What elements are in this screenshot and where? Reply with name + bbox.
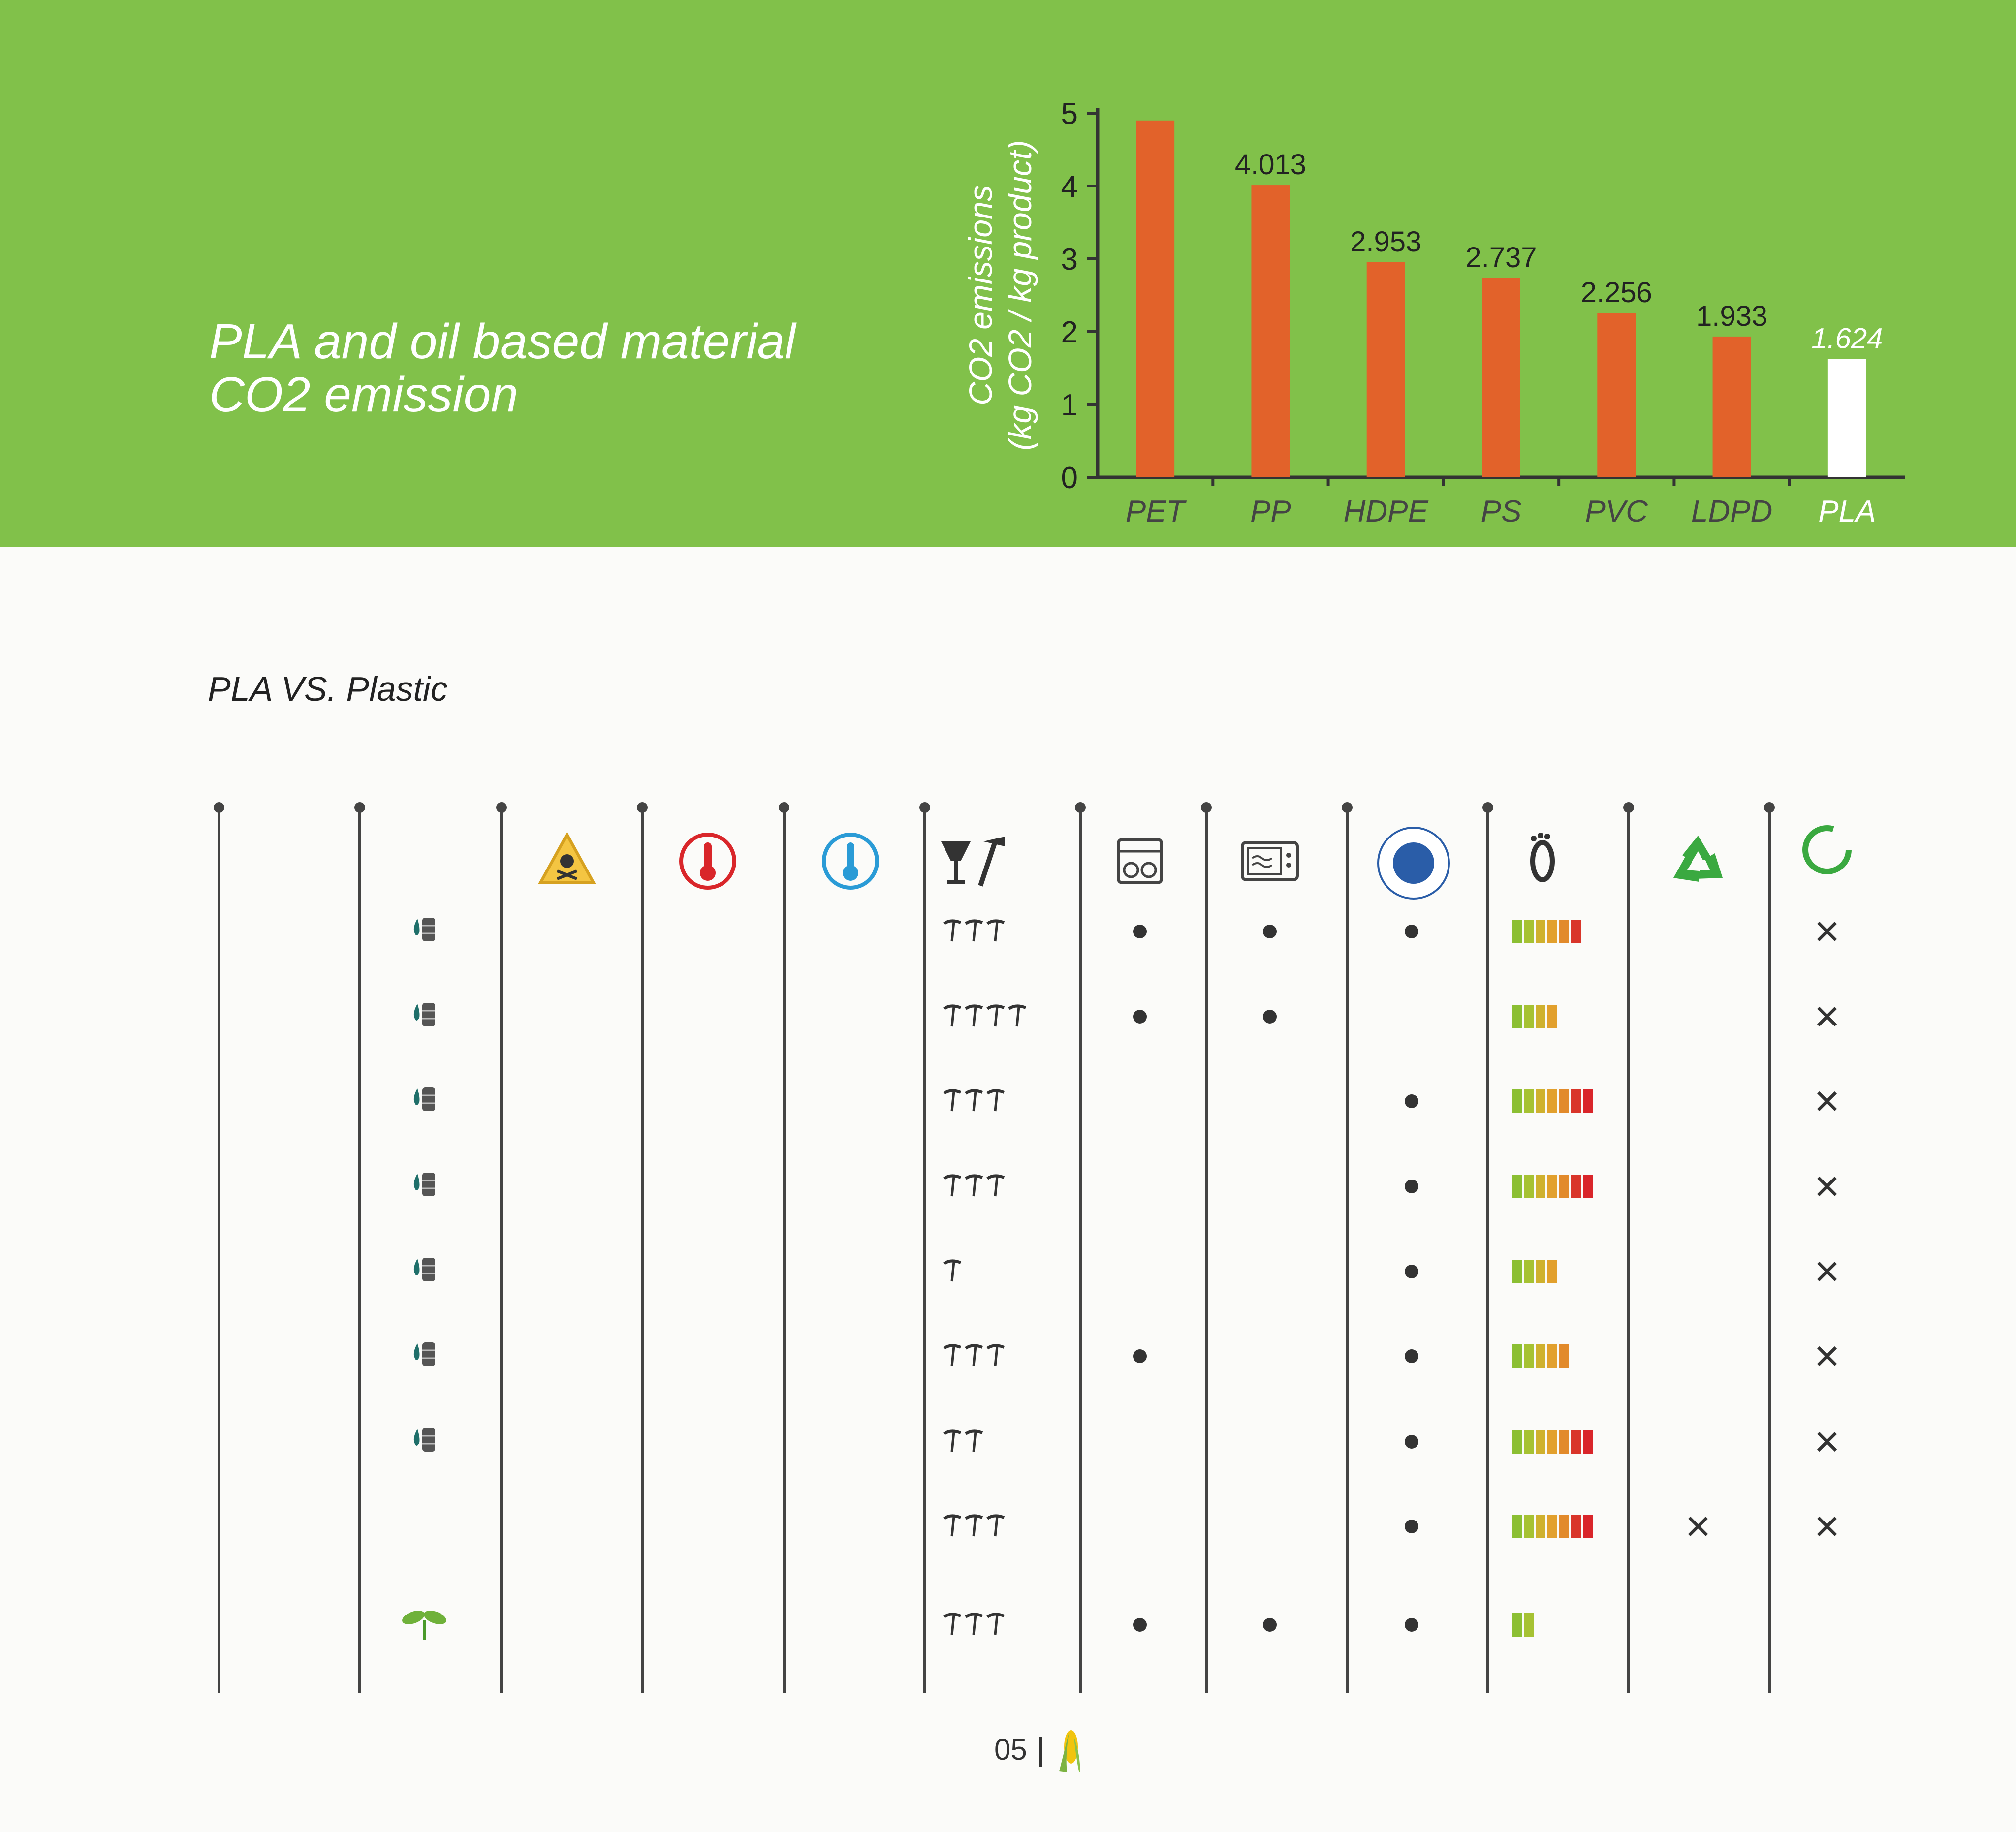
column-line	[500, 807, 503, 1693]
footprint-segment	[1547, 1175, 1557, 1198]
footprint-segment	[1559, 1430, 1569, 1454]
footprint-segment	[1536, 1089, 1545, 1113]
footprint-segment	[1524, 1613, 1534, 1637]
footprint-segment	[1571, 1430, 1581, 1454]
eco-x-icon: ×	[1685, 1502, 1711, 1551]
x-tick-label: PS	[1480, 495, 1522, 528]
degrade-x-icon: ×	[1814, 1077, 1840, 1126]
hammer-icon	[984, 918, 1006, 942]
footprint-segment	[1559, 1515, 1569, 1538]
column-line	[1768, 807, 1771, 1693]
footprint-segment	[1547, 1344, 1557, 1368]
footprint-segment	[1559, 920, 1569, 943]
co2-footprint-bar	[1512, 1344, 1569, 1368]
hammer-icon	[941, 1003, 963, 1027]
hazard-triangle-icon	[537, 832, 597, 886]
footprint-segment	[1536, 1175, 1545, 1198]
co2-footprint-bar	[1512, 1089, 1593, 1113]
strength-cell	[941, 1513, 1006, 1540]
footprint-segment	[1524, 1515, 1534, 1538]
hammer-icon	[963, 1003, 984, 1027]
footprint-segment	[1524, 920, 1534, 943]
hammer-icon	[941, 1513, 963, 1537]
degrade-x-icon: ×	[1814, 1247, 1840, 1296]
degrade-icon	[1796, 823, 1858, 892]
footprint-icon	[1523, 832, 1562, 891]
bpa-dot	[1405, 1520, 1418, 1533]
y-tick-label: 2	[1061, 315, 1078, 349]
degrade-x-icon: ×	[1814, 1417, 1840, 1466]
hammer-icon	[941, 1342, 963, 1367]
strength-cell	[941, 1173, 1006, 1200]
dishwasher-icon	[1115, 837, 1165, 886]
strength-cell	[941, 918, 1006, 945]
data-label: 2.953	[1350, 225, 1422, 258]
co2-footprint-bar	[1512, 1613, 1534, 1637]
footprint-segment	[1524, 1005, 1534, 1028]
page-number	[994, 1727, 1084, 1776]
column-line	[218, 807, 220, 1693]
footprint-segment	[1524, 1089, 1534, 1113]
strength-cell	[941, 1087, 1006, 1115]
strength-cell	[941, 1342, 1006, 1369]
footprint-segment	[1583, 1089, 1593, 1113]
microwave-safe-dot	[1263, 1010, 1277, 1024]
strength-cell	[941, 1258, 963, 1285]
source-cell	[410, 1085, 439, 1118]
y-axis-label-line1: CO2 emissions	[962, 185, 999, 405]
footprint-segment	[1571, 1515, 1581, 1538]
co2-footprint-bar	[1512, 920, 1581, 943]
y-tick-label: 1	[1061, 388, 1078, 422]
footprint-segment	[1536, 1515, 1545, 1538]
hammer-icon	[1006, 1003, 1028, 1027]
footprint-segment	[1583, 1515, 1593, 1538]
footprint-segment	[1512, 1175, 1522, 1198]
y-tick-label: 4	[1061, 170, 1078, 204]
footprint-segment	[1571, 920, 1581, 943]
oil-barrel-icon	[410, 1339, 439, 1369]
hammer-icon	[941, 1087, 963, 1112]
hammer-icon	[984, 1087, 1006, 1112]
bpa-free-badge	[1377, 827, 1450, 900]
bpa-dot	[1405, 1435, 1418, 1449]
hammer-icon	[963, 918, 984, 942]
footprint-segment	[1536, 920, 1545, 943]
footprint-segment	[1583, 1175, 1593, 1198]
bpa-dot	[1405, 1094, 1418, 1108]
x-tick-label: PP	[1250, 495, 1291, 528]
oil-barrel-icon	[410, 1000, 439, 1029]
hammer-icon	[984, 1513, 1006, 1537]
footprint-segment	[1536, 1005, 1545, 1028]
x-tick-label: HDPE	[1343, 495, 1428, 528]
hammer-cup-icon	[936, 832, 1010, 891]
footprint-segment	[1524, 1175, 1534, 1198]
degrade-x-icon: ×	[1814, 1332, 1840, 1381]
column-line	[358, 807, 361, 1693]
banner-title-line2: CO2 emission	[209, 367, 518, 422]
x-tick-label: PVC	[1585, 495, 1648, 528]
hammer-icon	[941, 918, 963, 942]
data-label: 2.737	[1465, 241, 1537, 274]
page-separator	[1039, 1737, 1042, 1767]
footprint-segment	[1524, 1430, 1534, 1454]
column-line	[923, 807, 926, 1693]
x-tick-label: PLA	[1818, 495, 1876, 528]
footprint-segment	[1559, 1344, 1569, 1368]
data-label: 1.933	[1696, 300, 1768, 332]
column-line	[1627, 807, 1630, 1693]
strength-cell	[941, 1428, 984, 1455]
source-cell	[410, 1170, 439, 1203]
page-number-text: 05	[994, 1733, 1027, 1766]
co2-footprint-bar	[1512, 1175, 1593, 1198]
source-cell	[410, 1425, 439, 1459]
microwave-safe-dot	[1263, 1618, 1277, 1632]
footprint-segment	[1583, 1430, 1593, 1454]
hammer-icon	[941, 1428, 963, 1453]
strength-cell	[941, 1611, 1006, 1638]
oil-barrel-icon	[410, 1425, 439, 1455]
y-tick-label: 5	[1061, 97, 1078, 131]
footprint-segment	[1547, 1089, 1557, 1113]
co2-footprint-bar	[1512, 1430, 1593, 1454]
y-tick-label: 3	[1061, 243, 1078, 277]
degrade-x-icon: ×	[1814, 992, 1840, 1041]
column-line	[783, 807, 786, 1693]
hammer-icon	[963, 1611, 984, 1636]
degrade-x-icon: ×	[1814, 1502, 1840, 1551]
co2-footprint-icon	[1523, 832, 1602, 891]
oil-barrel-icon	[410, 1255, 439, 1284]
hammer-icon	[941, 1258, 963, 1282]
banner-title-line1: PLA and oil based material	[209, 314, 796, 369]
source-cell	[410, 915, 439, 948]
dishwasher-safe-dot	[1133, 1349, 1147, 1363]
microwave-safe-dot	[1263, 925, 1277, 938]
column-line	[641, 807, 644, 1693]
source-cell	[410, 1255, 439, 1288]
degrade-leaf-icon	[1797, 823, 1857, 877]
source-cell	[410, 1000, 439, 1033]
microwave-icon	[1240, 840, 1299, 882]
footprint-segment	[1559, 1089, 1569, 1113]
bpa-dot	[1405, 1618, 1418, 1632]
hammer-icon	[963, 1513, 984, 1537]
footprint-segment	[1536, 1344, 1545, 1368]
hammer-icon	[963, 1173, 984, 1197]
co2-footprint-bar	[1512, 1005, 1557, 1028]
footprint-segment	[1571, 1089, 1581, 1113]
hammer-icon	[984, 1003, 1006, 1027]
oil-barrel-icon	[410, 1170, 439, 1199]
footprint-segment	[1512, 1005, 1522, 1028]
footprint-segment	[1547, 1430, 1557, 1454]
hammer-icon	[963, 1087, 984, 1112]
hammer-icon	[963, 1342, 984, 1367]
y-axis-label-line2: (kg CO2 / kg product)	[1002, 140, 1038, 451]
plant-icon	[395, 1606, 454, 1640]
section-title: PLA VS. Plastic	[208, 670, 448, 708]
footprint-segment	[1512, 1344, 1522, 1368]
footprint-segment	[1547, 1005, 1557, 1028]
footprint-segment	[1512, 1089, 1522, 1113]
footprint-segment	[1547, 1515, 1557, 1538]
source-cell	[410, 1339, 439, 1373]
footprint-segment	[1571, 1175, 1581, 1198]
bpa-dot	[1405, 1349, 1418, 1363]
oil-barrel-icon	[410, 915, 439, 944]
footprint-segment	[1547, 1260, 1557, 1283]
x-tick-label: LDPD	[1691, 495, 1773, 528]
footprint-segment	[1536, 1430, 1545, 1454]
corn-icon	[1054, 1727, 1084, 1776]
hammer-icon	[984, 1342, 1006, 1367]
co2-footprint-bar	[1512, 1515, 1593, 1538]
oil-barrel-icon	[410, 1085, 439, 1114]
bpa-dot	[1405, 1180, 1418, 1193]
hammer-icon	[984, 1173, 1006, 1197]
recycle-icon	[1668, 831, 1729, 892]
column-line	[1079, 807, 1082, 1693]
footprint-segment	[1524, 1344, 1534, 1368]
data-label: 4.013	[1234, 149, 1307, 181]
thermometer-hot-icon	[678, 832, 737, 891]
hammer-icon	[963, 1428, 984, 1453]
thermometer-cold-icon	[821, 832, 880, 891]
footprint-segment	[1512, 1613, 1522, 1637]
source-cell	[395, 1606, 454, 1644]
degrade-x-icon: ×	[1814, 907, 1840, 956]
footprint-segment	[1512, 1515, 1522, 1538]
footprint-segment	[1512, 1260, 1522, 1283]
data-label: 2.256	[1580, 277, 1652, 309]
data-label: 1.624	[1811, 322, 1883, 355]
strength-cell	[941, 1003, 1028, 1030]
dishwasher-safe-dot	[1133, 1010, 1147, 1024]
footprint-segment	[1524, 1260, 1534, 1283]
footprint-segment	[1547, 920, 1557, 943]
column-line	[1205, 807, 1208, 1693]
y-tick-label: 0	[1061, 461, 1078, 495]
footprint-segment	[1512, 920, 1522, 943]
column-line	[1346, 807, 1349, 1693]
column-line	[1486, 807, 1489, 1693]
bpa-dot	[1405, 925, 1418, 938]
hammer-icon	[941, 1611, 963, 1636]
dishwasher-safe-dot	[1133, 925, 1147, 938]
footprint-segment	[1512, 1430, 1522, 1454]
degrade-x-icon: ×	[1814, 1162, 1840, 1211]
x-tick-label: PET	[1125, 495, 1185, 528]
dishwasher-safe-dot	[1133, 1618, 1147, 1632]
hammer-icon	[941, 1173, 963, 1197]
hammer-icon	[984, 1611, 1006, 1636]
footprint-segment	[1536, 1260, 1545, 1283]
co2-footprint-bar	[1512, 1260, 1557, 1283]
bpa-dot	[1405, 1265, 1418, 1278]
footprint-segment	[1559, 1175, 1569, 1198]
